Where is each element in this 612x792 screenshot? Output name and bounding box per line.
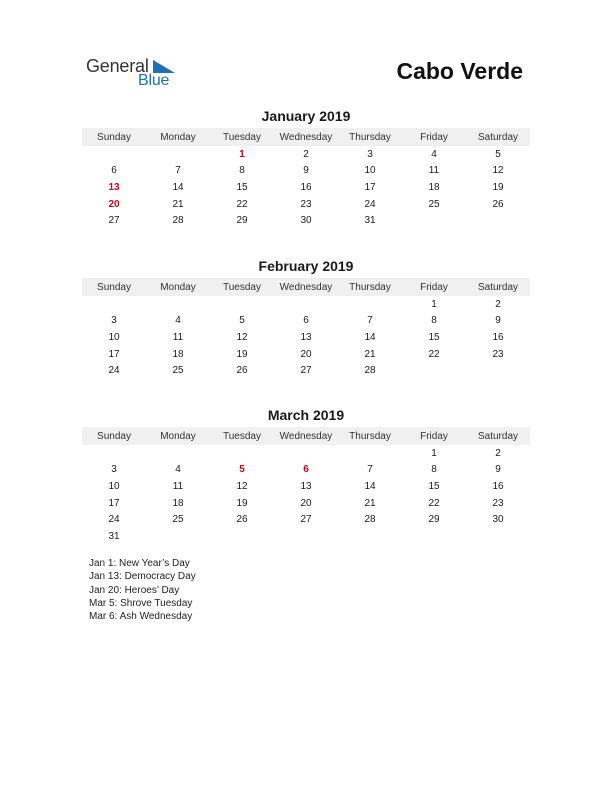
weekday-label: Saturday bbox=[477, 281, 519, 293]
day-cell: 22 bbox=[236, 198, 248, 210]
day-cell: 2 bbox=[495, 298, 501, 310]
holiday-list-item: Jan 1: New Year’s Day bbox=[89, 558, 190, 569]
day-cell: 16 bbox=[492, 331, 504, 343]
holiday-list-item: Jan 13: Democracy Day bbox=[89, 571, 196, 583]
day-cell: 6 bbox=[303, 315, 309, 327]
day-cell: 15 bbox=[428, 480, 440, 492]
weekday-label: Sunday bbox=[97, 430, 131, 442]
day-cell: 9 bbox=[495, 464, 501, 476]
day-cell: 2 bbox=[495, 447, 501, 459]
holiday-list bbox=[89, 557, 196, 623]
day-cell: 7 bbox=[175, 165, 181, 177]
day-cell: 13 bbox=[300, 331, 312, 343]
week-row bbox=[82, 146, 530, 163]
holiday-day-cell: 13 bbox=[108, 181, 120, 193]
day-cell: 23 bbox=[300, 198, 312, 210]
day-cell: 3 bbox=[111, 315, 117, 327]
week-row bbox=[82, 445, 530, 462]
weekday-label: Wednesday bbox=[279, 281, 333, 293]
weekday-header-row bbox=[82, 278, 530, 296]
week-row bbox=[82, 511, 530, 528]
holiday-day-cell: 5 bbox=[239, 464, 245, 476]
generalblue-logo bbox=[86, 56, 186, 92]
holiday-day-cell: 6 bbox=[303, 464, 309, 476]
day-cell: 31 bbox=[108, 530, 120, 542]
day-cell: 20 bbox=[300, 497, 312, 509]
month-block bbox=[82, 406, 530, 545]
week-row bbox=[82, 346, 530, 363]
logo-blue-text: Blue bbox=[138, 72, 170, 89]
month-block bbox=[82, 107, 530, 229]
day-cell: 17 bbox=[364, 181, 376, 193]
day-cell: 28 bbox=[364, 514, 376, 526]
day-cell: 16 bbox=[300, 181, 312, 193]
day-cell: 25 bbox=[172, 514, 184, 526]
day-cell: 10 bbox=[108, 480, 120, 492]
day-cell: 14 bbox=[364, 480, 376, 492]
day-cell: 17 bbox=[108, 348, 120, 360]
country-title: Cabo Verde bbox=[396, 58, 523, 84]
day-cell: 28 bbox=[364, 365, 376, 377]
day-cell: 27 bbox=[108, 215, 120, 227]
day-cell: 6 bbox=[111, 165, 117, 177]
day-cell: 5 bbox=[239, 315, 245, 327]
day-cell: 18 bbox=[172, 497, 184, 509]
day-cell: 22 bbox=[428, 348, 440, 360]
day-cell: 19 bbox=[492, 181, 504, 193]
week-row bbox=[82, 179, 530, 196]
day-cell: 11 bbox=[172, 480, 184, 492]
day-cell: 15 bbox=[428, 331, 440, 343]
weekday-label: Monday bbox=[160, 430, 196, 442]
day-cell: 1 bbox=[431, 447, 437, 459]
day-cell: 29 bbox=[428, 514, 440, 526]
weekday-label: Tuesday bbox=[223, 131, 261, 143]
weekday-header-row bbox=[82, 427, 530, 445]
week-row bbox=[82, 362, 530, 379]
day-cell: 3 bbox=[367, 148, 373, 160]
day-cell: 31 bbox=[364, 215, 376, 227]
day-cell: 20 bbox=[300, 348, 312, 360]
day-cell: 27 bbox=[300, 514, 312, 526]
day-cell: 27 bbox=[300, 365, 312, 377]
month-block bbox=[82, 257, 530, 379]
day-cell: 2 bbox=[303, 148, 309, 160]
month-title: January 2019 bbox=[261, 108, 351, 124]
weekday-label: Thursday bbox=[349, 430, 391, 442]
weekday-label: Saturday bbox=[477, 430, 519, 442]
weekday-label: Wednesday bbox=[279, 131, 333, 143]
day-cell: 22 bbox=[428, 497, 440, 509]
holiday-list-item: Jan 20: Heroes’ Day bbox=[89, 584, 180, 596]
week-row bbox=[82, 313, 530, 330]
day-cell: 13 bbox=[300, 480, 312, 492]
day-cell: 24 bbox=[108, 514, 120, 526]
day-cell: 15 bbox=[236, 181, 248, 193]
day-cell: 21 bbox=[364, 497, 376, 509]
day-cell: 19 bbox=[236, 348, 248, 360]
day-cell: 30 bbox=[492, 514, 504, 526]
day-cell: 26 bbox=[236, 365, 248, 377]
weekday-label: Thursday bbox=[349, 281, 391, 293]
weekday-label: Friday bbox=[420, 131, 448, 143]
weekday-label: Friday bbox=[420, 281, 448, 293]
week-row bbox=[82, 329, 530, 346]
day-cell: 16 bbox=[492, 480, 504, 492]
weekday-label: Friday bbox=[420, 430, 448, 442]
day-cell: 21 bbox=[364, 348, 376, 360]
day-cell: 5 bbox=[495, 148, 501, 160]
day-cell: 1 bbox=[431, 298, 437, 310]
weekday-label: Thursday bbox=[349, 131, 391, 143]
day-cell: 26 bbox=[236, 514, 248, 526]
week-row bbox=[82, 528, 530, 545]
day-cell: 4 bbox=[175, 315, 181, 327]
day-cell: 25 bbox=[172, 365, 184, 377]
logo-general-text: General bbox=[86, 56, 149, 76]
day-cell: 23 bbox=[492, 497, 504, 509]
week-row bbox=[82, 296, 530, 313]
day-cell: 26 bbox=[492, 198, 504, 210]
week-row bbox=[82, 478, 530, 495]
weekday-label: Sunday bbox=[97, 131, 131, 143]
holiday-day-cell: 1 bbox=[239, 148, 245, 160]
weekday-label: Tuesday bbox=[223, 281, 261, 293]
weekday-label: Monday bbox=[160, 281, 196, 293]
weekday-label: Wednesday bbox=[279, 430, 333, 442]
day-cell: 14 bbox=[364, 331, 376, 343]
day-cell: 17 bbox=[108, 497, 120, 509]
day-cell: 8 bbox=[431, 464, 437, 476]
day-cell: 8 bbox=[431, 315, 437, 327]
holiday-list-item: Mar 5: Shrove Tuesday bbox=[89, 597, 193, 609]
day-cell: 10 bbox=[108, 331, 120, 343]
week-row bbox=[82, 212, 530, 229]
day-cell: 12 bbox=[492, 165, 504, 177]
day-cell: 29 bbox=[236, 215, 248, 227]
day-cell: 18 bbox=[172, 348, 184, 360]
month-title: February 2019 bbox=[258, 258, 354, 274]
weekday-label: Tuesday bbox=[223, 430, 261, 442]
day-cell: 23 bbox=[492, 348, 504, 360]
day-cell: 11 bbox=[172, 331, 184, 343]
week-row bbox=[82, 163, 530, 180]
day-cell: 24 bbox=[108, 365, 120, 377]
day-cell: 28 bbox=[172, 215, 184, 227]
day-cell: 7 bbox=[367, 464, 373, 476]
month-title: March 2019 bbox=[267, 407, 345, 423]
day-cell: 19 bbox=[236, 497, 248, 509]
week-row bbox=[82, 495, 530, 512]
day-cell: 30 bbox=[300, 215, 312, 227]
day-cell: 25 bbox=[428, 198, 440, 210]
day-cell: 4 bbox=[175, 464, 181, 476]
day-cell: 3 bbox=[111, 464, 117, 476]
day-cell: 14 bbox=[172, 181, 184, 193]
week-row bbox=[82, 462, 530, 479]
holiday-day-cell: 20 bbox=[108, 198, 120, 210]
weekday-header-row bbox=[82, 128, 530, 146]
day-cell: 12 bbox=[236, 331, 248, 343]
weekday-label: Sunday bbox=[97, 281, 131, 293]
day-cell: 8 bbox=[239, 165, 245, 177]
day-cell: 9 bbox=[495, 315, 501, 327]
day-cell: 18 bbox=[428, 181, 440, 193]
holiday-list-item: Mar 6: Ash Wednesday bbox=[89, 611, 193, 623]
day-cell: 12 bbox=[236, 480, 248, 492]
weekday-label: Monday bbox=[160, 131, 196, 143]
weekday-label: Saturday bbox=[477, 131, 519, 143]
day-cell: 10 bbox=[364, 165, 376, 177]
week-row bbox=[82, 196, 530, 213]
day-cell: 11 bbox=[428, 165, 440, 177]
day-cell: 21 bbox=[172, 198, 184, 210]
day-cell: 7 bbox=[367, 315, 373, 327]
day-cell: 4 bbox=[431, 148, 437, 160]
day-cell: 9 bbox=[303, 165, 309, 177]
day-cell: 24 bbox=[364, 198, 376, 210]
